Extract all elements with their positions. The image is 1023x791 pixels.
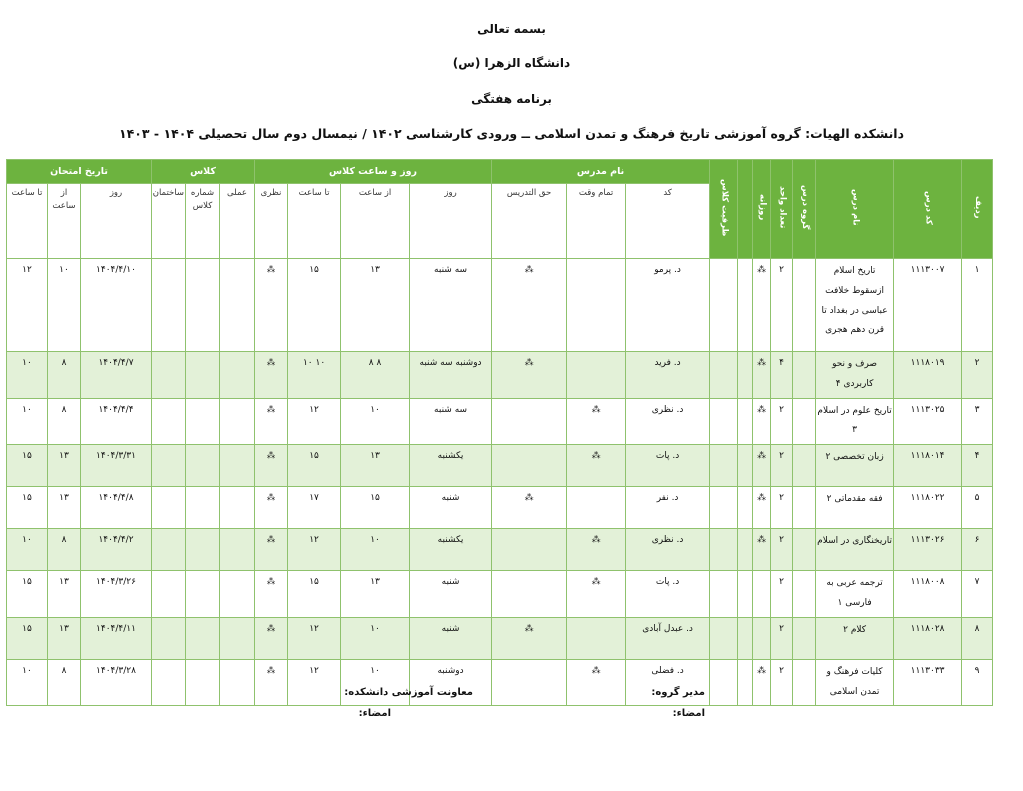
cell-full-time-mark [567, 352, 626, 399]
group-header-class: کلاس [152, 160, 255, 184]
cell-class-number [186, 571, 220, 618]
cell-exam-to: ۱۲ [7, 259, 48, 352]
cell-class-day: شنبه [410, 571, 492, 618]
cell-to-hour: ۱۵ [288, 445, 341, 487]
col-header-day: روز [410, 184, 492, 259]
cell-exam-from: ۱۳ [48, 617, 81, 659]
cell-teacher-name: د. پرمو [626, 259, 710, 352]
cell-practical [220, 352, 255, 399]
cell-full-time-mark: ⁂ [567, 571, 626, 618]
cell-tuition-mark: ⁂ [492, 617, 567, 659]
cell-exam-from: ۱۳ [48, 487, 81, 529]
cell-units: ۲ [771, 571, 793, 618]
cell-class-day: یکشنبه [410, 529, 492, 571]
cell-exam-from: ۸ [48, 529, 81, 571]
cell-daily-mark [753, 571, 771, 618]
cell-course-code: ۱۱۱۸۰۱۴ [894, 445, 962, 487]
cell-tuition-mark: ⁂ [492, 352, 567, 399]
col-header-course-group: گروه درس [793, 160, 816, 259]
cell-course-group [793, 352, 816, 399]
cell-course-code: ۱۱۱۳۰۲۵ [894, 398, 962, 445]
cell-class-day: سه شنبه [410, 398, 492, 445]
col-header-class-number: شماره کلاس [186, 184, 220, 259]
col-header-row-number: ردیف [962, 160, 993, 259]
cell-row-number: ۲ [962, 352, 993, 399]
cell-class-capacity [710, 352, 738, 399]
cell-exam-date: ۱۴۰۴/۴/۲ [81, 529, 152, 571]
cell-course-name: ترجمه عربی به فارسی ۱ [816, 571, 894, 618]
table-row [7, 398, 993, 445]
cell-daily-mark: ⁂ [753, 352, 771, 399]
cell-exam-from: ۱۰ [48, 259, 81, 352]
cell-practical [220, 617, 255, 659]
cell-daily-mark: ⁂ [753, 398, 771, 445]
table-row [7, 659, 993, 706]
group-header-teacher: نام مدرس [492, 160, 710, 184]
cell-exam-to: ۱۵ [7, 487, 48, 529]
cell-to-hour: ۱۲ [288, 617, 341, 659]
cell-daily-mark [753, 617, 771, 659]
cell-class-capacity [710, 487, 738, 529]
cell-building [152, 659, 186, 706]
cell-teacher-name: د. پات [626, 445, 710, 487]
cell-units: ۲ [771, 529, 793, 571]
cell-tuition-mark [492, 659, 567, 706]
cell-daily-mark: ⁂ [753, 445, 771, 487]
cell-to-hour: ۱۲ [288, 398, 341, 445]
cell-exam-from: ۸ [48, 352, 81, 399]
cell-full-time-mark: ⁂ [567, 659, 626, 706]
cell-exam-to: ۱۰ [7, 398, 48, 445]
cell-class-capacity [710, 617, 738, 659]
cell-from-hour: ۱۵ [341, 487, 410, 529]
cell-from-hour: ۱۰ [341, 398, 410, 445]
cell-to-hour: ۱۲ [288, 529, 341, 571]
cell-blank [738, 487, 753, 529]
cell-class-number [186, 487, 220, 529]
cell-class-number [186, 617, 220, 659]
cell-daily-mark: ⁂ [753, 259, 771, 352]
cell-exam-to: ۱۰ [7, 529, 48, 571]
cell-theory-mark: ⁂ [255, 398, 288, 445]
cell-class-number [186, 445, 220, 487]
cell-class-number [186, 659, 220, 706]
cell-course-group [793, 571, 816, 618]
footer-signature-1: امضاء: [672, 708, 705, 719]
col-header-class-capacity: ظرفیت کلاس [710, 160, 738, 259]
col-header-to-hour: تا ساعت [288, 184, 341, 259]
cell-practical [220, 571, 255, 618]
cell-from-hour: ۱۰ [341, 659, 410, 706]
table-row [7, 617, 993, 659]
header-title: برنامه هفتگی [471, 92, 552, 106]
cell-class-number [186, 529, 220, 571]
cell-units: ۲ [771, 398, 793, 445]
cell-practical [220, 259, 255, 352]
cell-teacher-name: د. پات [626, 571, 710, 618]
col-header-units: تعداد واحد [771, 160, 793, 259]
cell-course-name: تاریخ اسلام ازسقوط خلافت عباسی در بغداد تا قرن دهم هجری [816, 259, 894, 352]
footer-signature-2: امضاء: [358, 708, 391, 719]
cell-exam-date: ۱۴۰۴/۴/۱۰ [81, 259, 152, 352]
cell-class-number [186, 398, 220, 445]
cell-course-group [793, 259, 816, 352]
cell-class-capacity [710, 259, 738, 352]
cell-to-hour: ۱۵ [288, 259, 341, 352]
footer-dept-head: مدیر گروه: [651, 687, 705, 698]
table-row [7, 571, 993, 618]
col-header-exam-to: تا ساعت [7, 184, 48, 259]
cell-course-group [793, 617, 816, 659]
cell-from-hour: ۱۰ [341, 529, 410, 571]
cell-units: ۴ [771, 352, 793, 399]
cell-teacher-name: د. فرید [626, 352, 710, 399]
cell-class-day: دوشنبه [410, 659, 492, 706]
cell-full-time-mark [567, 259, 626, 352]
cell-exam-date: ۱۴۰۴/۳/۳۱ [81, 445, 152, 487]
cell-class-capacity [710, 398, 738, 445]
cell-exam-to: ۱۰ [7, 659, 48, 706]
cell-course-code: ۱۱۱۳۰۰۷ [894, 259, 962, 352]
cell-theory-mark: ⁂ [255, 571, 288, 618]
col-header-theory: نظری [255, 184, 288, 259]
cell-exam-to: ۱۵ [7, 617, 48, 659]
group-header-class-time: روز و ساعت کلاس [255, 160, 492, 184]
cell-row-number: ۹ [962, 659, 993, 706]
cell-row-number: ۷ [962, 571, 993, 618]
cell-teacher-name: د. فضلی [626, 659, 710, 706]
cell-units: ۲ [771, 487, 793, 529]
cell-course-name: تاریخ علوم در اسلام ۳ [816, 398, 894, 445]
cell-exam-from: ۱۳ [48, 445, 81, 487]
cell-tuition-mark [492, 398, 567, 445]
cell-from-hour: ۱۳ [341, 445, 410, 487]
col-header-tuition: حق التدریس [492, 184, 567, 259]
cell-practical [220, 487, 255, 529]
cell-course-code: ۱۱۱۸۰۰۸ [894, 571, 962, 618]
cell-blank [738, 571, 753, 618]
header-university: دانشگاه الزهرا (س) [452, 56, 571, 70]
cell-practical [220, 659, 255, 706]
cell-teacher-name: د. عبدل آبادی [626, 617, 710, 659]
cell-course-name: زبان تخصصی ۲ [816, 445, 894, 487]
cell-blank [738, 352, 753, 399]
table-row [7, 352, 993, 399]
cell-row-number: ۱ [962, 259, 993, 352]
cell-course-code: ۱۱۱۸۰۲۲ [894, 487, 962, 529]
cell-building [152, 352, 186, 399]
cell-blank [738, 617, 753, 659]
cell-class-number [186, 352, 220, 399]
cell-tuition-mark [492, 445, 567, 487]
cell-course-group [793, 529, 816, 571]
cell-building [152, 398, 186, 445]
cell-practical [220, 529, 255, 571]
col-header-course-name: نام درس [816, 160, 894, 259]
cell-row-number: ۸ [962, 617, 993, 659]
cell-theory-mark: ⁂ [255, 659, 288, 706]
cell-tuition-mark: ⁂ [492, 487, 567, 529]
cell-exam-from: ۸ [48, 398, 81, 445]
schedule-table [6, 159, 993, 706]
col-header-teacher-code: کد [626, 184, 710, 259]
cell-exam-from: ۱۳ [48, 571, 81, 618]
cell-units: ۲ [771, 445, 793, 487]
cell-exam-date: ۱۴۰۴/۳/۲۸ [81, 659, 152, 706]
cell-course-code: ۱۱۱۳۰۳۳ [894, 659, 962, 706]
cell-class-day: شنبه [410, 617, 492, 659]
cell-blank [738, 529, 753, 571]
cell-row-number: ۵ [962, 487, 993, 529]
cell-to-hour: ۱۰ ۱۰ [288, 352, 341, 399]
cell-blank [738, 445, 753, 487]
cell-class-capacity [710, 659, 738, 706]
cell-exam-date: ۱۴۰۴/۴/۷ [81, 352, 152, 399]
cell-practical [220, 398, 255, 445]
cell-units: ۲ [771, 659, 793, 706]
col-header-daily: روزانه [753, 160, 771, 259]
cell-teacher-name: د. نظری [626, 529, 710, 571]
cell-course-name: کلام ۲ [816, 617, 894, 659]
cell-class-capacity [710, 571, 738, 618]
cell-exam-date: ۱۴۰۴/۴/۸ [81, 487, 152, 529]
col-header-blank [738, 160, 753, 259]
cell-building [152, 259, 186, 352]
cell-class-day: دوشنبه سه شنبه [410, 352, 492, 399]
cell-course-name: کلیات فرهنگ و تمدن اسلامی [816, 659, 894, 706]
cell-daily-mark: ⁂ [753, 529, 771, 571]
cell-course-name: فقه مقدماتی ۲ [816, 487, 894, 529]
cell-course-code: ۱۱۱۸۰۲۸ [894, 617, 962, 659]
cell-building [152, 617, 186, 659]
cell-theory-mark: ⁂ [255, 617, 288, 659]
col-header-from-hour: از ساعت [341, 184, 410, 259]
cell-building [152, 445, 186, 487]
header-bismillah: بسمه تعالی [477, 22, 546, 36]
cell-full-time-mark: ⁂ [567, 529, 626, 571]
cell-from-hour: ۱۳ [341, 571, 410, 618]
cell-exam-date: ۱۴۰۴/۴/۴ [81, 398, 152, 445]
cell-course-code: ۱۱۱۳۰۲۶ [894, 529, 962, 571]
cell-teacher-name: د. نفر [626, 487, 710, 529]
cell-theory-mark: ⁂ [255, 445, 288, 487]
cell-class-day: شنبه [410, 487, 492, 529]
col-header-full-time: تمام وقت [567, 184, 626, 259]
cell-blank [738, 259, 753, 352]
cell-course-group [793, 487, 816, 529]
col-header-course-code: کد درس [894, 160, 962, 259]
cell-theory-mark: ⁂ [255, 259, 288, 352]
cell-from-hour: ۱۰ [341, 617, 410, 659]
cell-units: ۲ [771, 259, 793, 352]
cell-blank [738, 659, 753, 706]
cell-course-code: ۱۱۱۸۰۱۹ [894, 352, 962, 399]
cell-to-hour: ۱۲ [288, 659, 341, 706]
cell-course-group [793, 659, 816, 706]
cell-full-time-mark: ⁂ [567, 398, 626, 445]
cell-from-hour: ۱۳ [341, 259, 410, 352]
cell-full-time-mark: ⁂ [567, 445, 626, 487]
cell-theory-mark: ⁂ [255, 487, 288, 529]
cell-building [152, 487, 186, 529]
cell-theory-mark: ⁂ [255, 352, 288, 399]
header-faculty-info: دانشکده الهیات: گروه آموزشی تاریخ فرهنگ و تمدن اسلامی ــ ورودی کارشناسی ۱۴۰۲ / نیمسال دوم سال تحصیلی ۱۴۰۴ - ۱۴۰۳ [119, 126, 904, 141]
cell-daily-mark: ⁂ [753, 487, 771, 529]
col-header-exam-day: روز [81, 184, 152, 259]
cell-full-time-mark [567, 617, 626, 659]
cell-course-name: تاریخنگاری در اسلام [816, 529, 894, 571]
cell-course-group [793, 445, 816, 487]
cell-full-time-mark [567, 487, 626, 529]
cell-exam-date: ۱۴۰۴/۳/۲۶ [81, 571, 152, 618]
cell-blank [738, 398, 753, 445]
cell-to-hour: ۱۵ [288, 571, 341, 618]
cell-exam-to: ۱۵ [7, 571, 48, 618]
cell-tuition-mark: ⁂ [492, 259, 567, 352]
cell-units: ۲ [771, 617, 793, 659]
table-row [7, 445, 993, 487]
table-row [7, 259, 993, 352]
cell-teacher-name: د. نظری [626, 398, 710, 445]
cell-from-hour: ۸ ۸ [341, 352, 410, 399]
cell-class-capacity [710, 445, 738, 487]
cell-theory-mark: ⁂ [255, 529, 288, 571]
table-row [7, 487, 993, 529]
cell-class-number [186, 259, 220, 352]
cell-exam-to: ۱۰ [7, 352, 48, 399]
cell-to-hour: ۱۷ [288, 487, 341, 529]
cell-course-name: صرف و نحو کاربردی ۴ [816, 352, 894, 399]
table-row [7, 529, 993, 571]
cell-exam-date: ۱۴۰۴/۴/۱۱ [81, 617, 152, 659]
cell-tuition-mark [492, 571, 567, 618]
cell-building [152, 571, 186, 618]
cell-row-number: ۶ [962, 529, 993, 571]
cell-tuition-mark [492, 529, 567, 571]
cell-class-day: یکشنبه [410, 445, 492, 487]
cell-course-group [793, 398, 816, 445]
cell-exam-from: ۸ [48, 659, 81, 706]
cell-building [152, 529, 186, 571]
group-header-exam: تاریخ امتحان [7, 160, 152, 184]
cell-exam-to: ۱۵ [7, 445, 48, 487]
cell-class-day: سه شنبه [410, 259, 492, 352]
col-header-exam-from: از ساعت [48, 184, 81, 259]
cell-class-capacity [710, 529, 738, 571]
col-header-practical: عملی [220, 184, 255, 259]
col-header-building: ساختمان [152, 184, 186, 259]
footer-deputy: معاونت آموزشی دانشکده: [344, 687, 473, 698]
cell-row-number: ۳ [962, 398, 993, 445]
cell-daily-mark: ⁂ [753, 659, 771, 706]
cell-row-number: ۴ [962, 445, 993, 487]
cell-practical [220, 445, 255, 487]
